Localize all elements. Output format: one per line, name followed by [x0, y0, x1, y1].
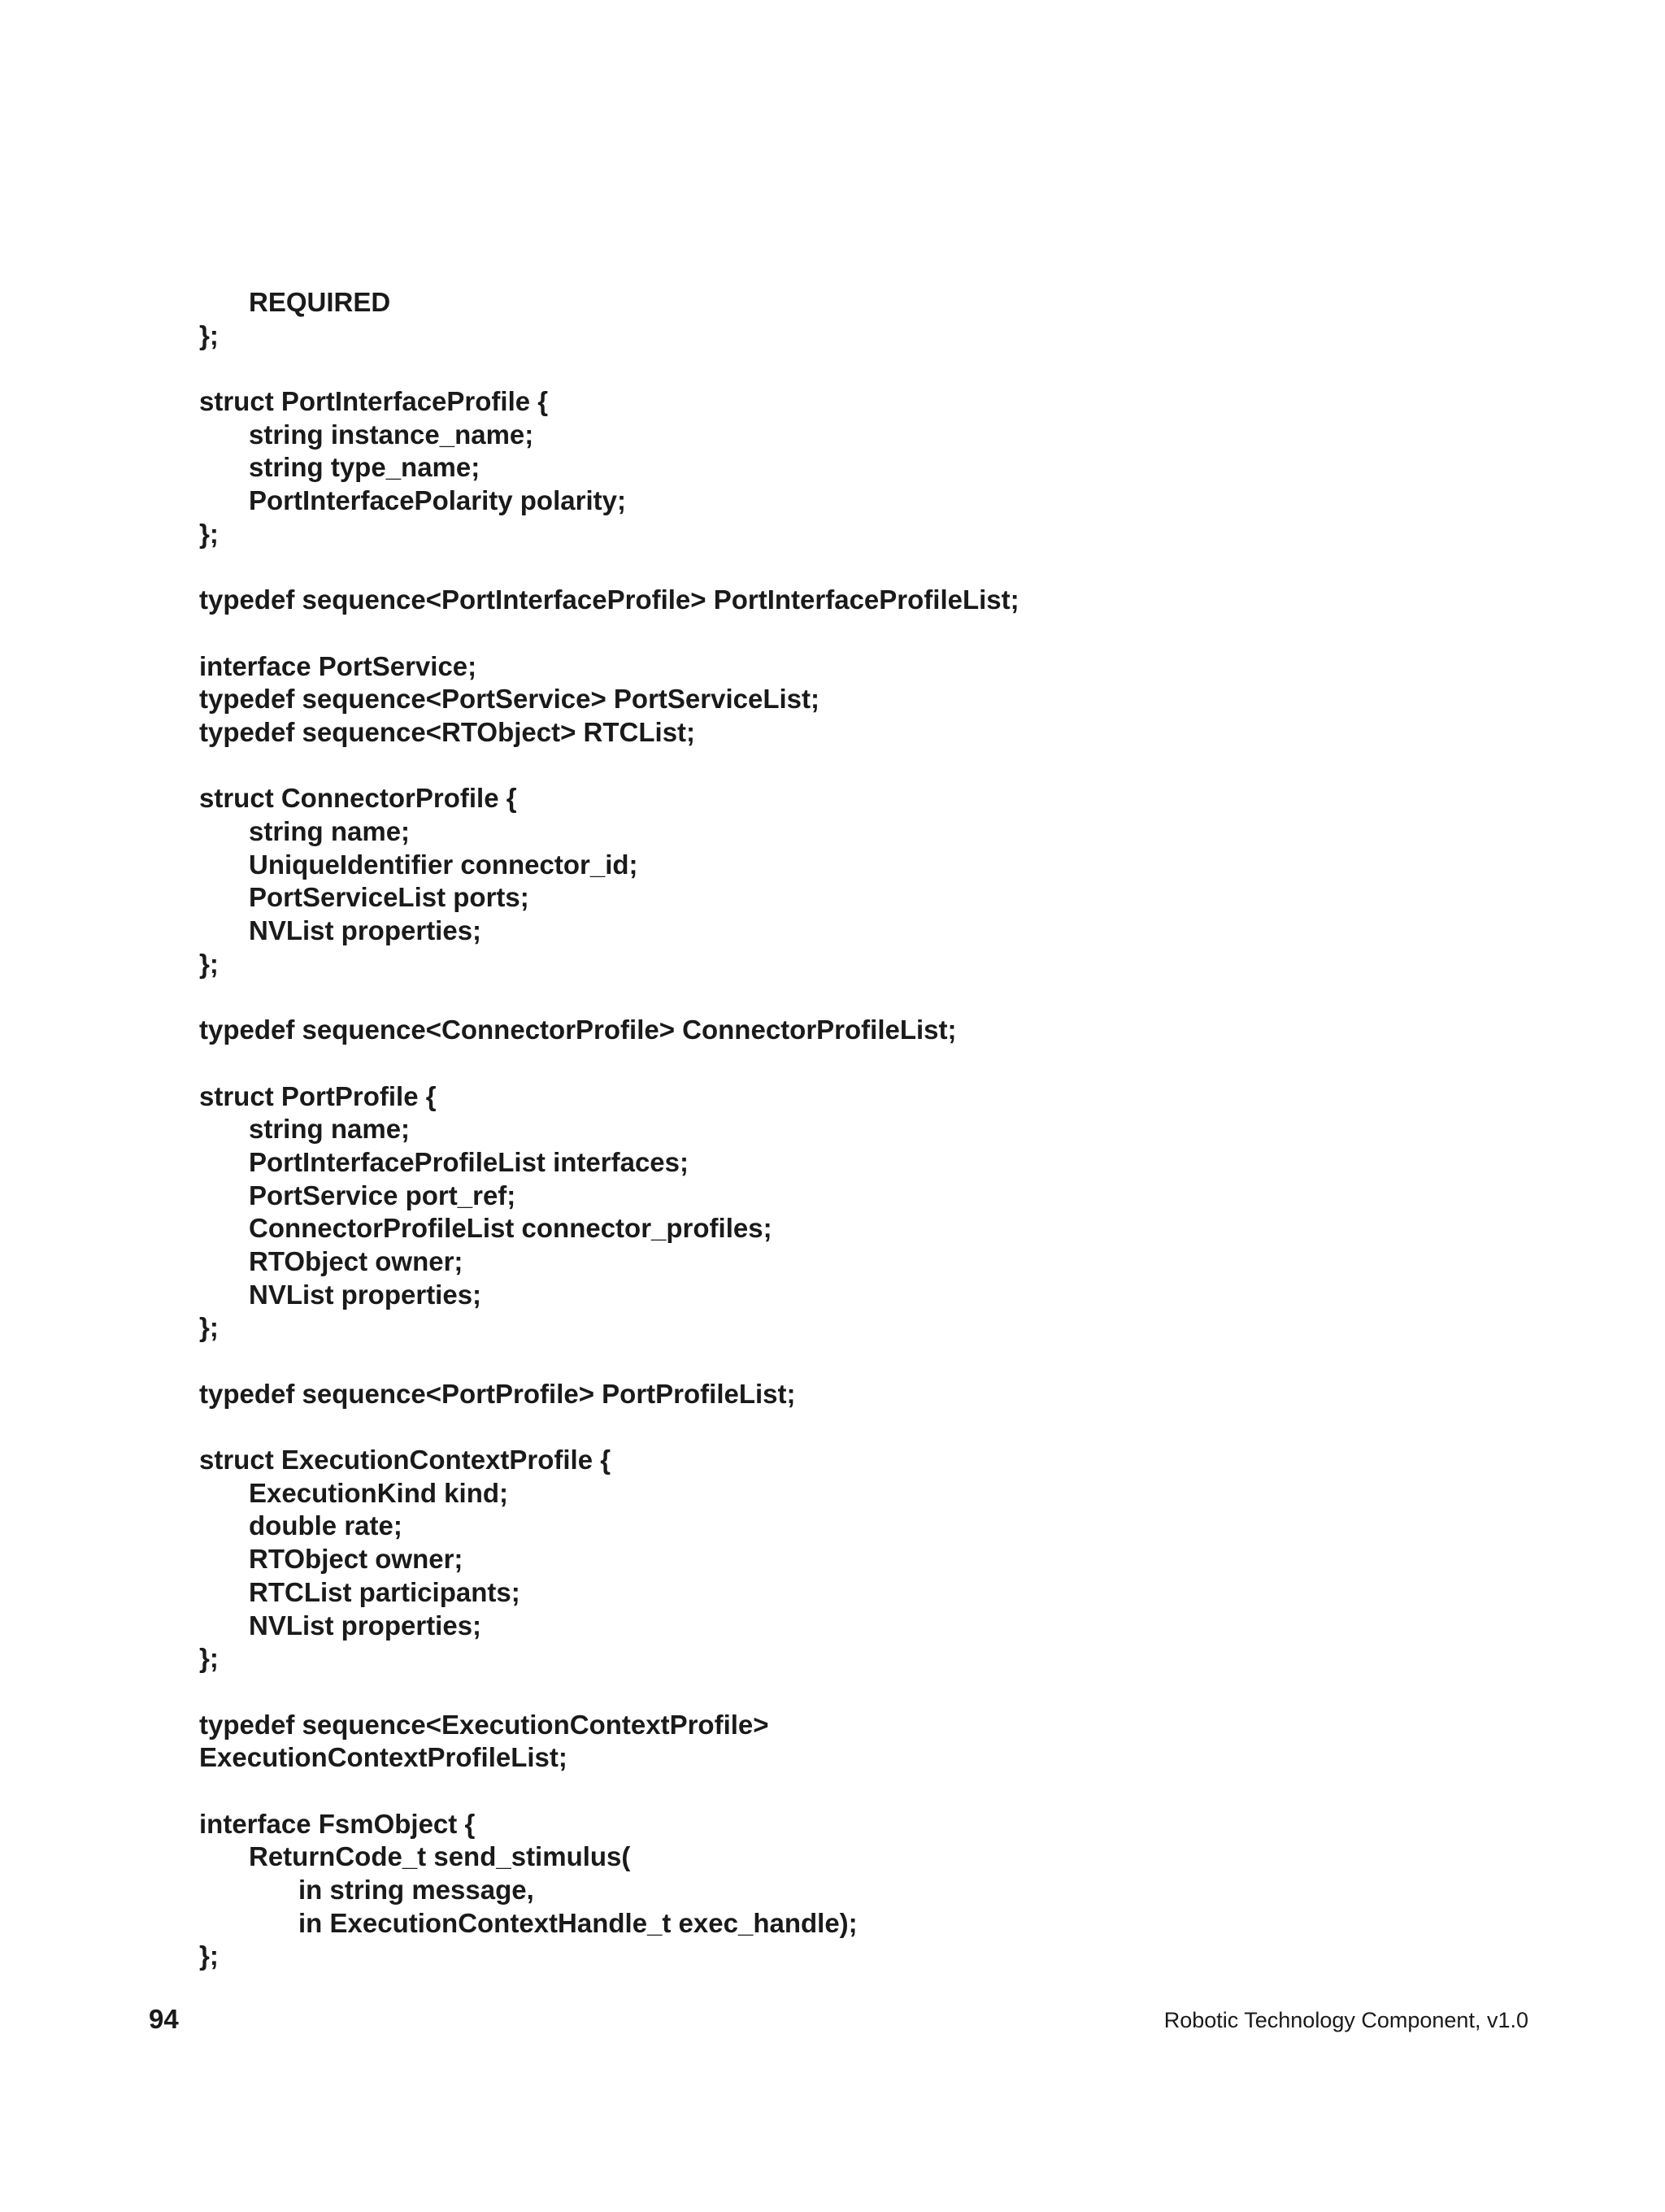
code-line: struct PortInterfaceProfile { — [199, 386, 549, 417]
code-line: UniqueIdentifier connector_id; — [249, 849, 638, 880]
code-line: RTObject owner; — [249, 1544, 463, 1575]
code-line: REQUIRED — [249, 287, 391, 317]
code-line: in ExecutionContextHandle_t exec_handle); — [298, 1907, 858, 1938]
code-line: NVList properties; — [249, 1610, 482, 1641]
code-line: string type_name; — [249, 452, 480, 483]
code-line: ExecutionContextProfileList; — [199, 1742, 567, 1773]
code-line: }; — [199, 518, 219, 549]
idl-code-block — [199, 286, 1581, 1973]
code-line: }; — [199, 948, 219, 979]
code-line: RTCList participants; — [249, 1576, 520, 1607]
code-line: }; — [199, 1940, 219, 1971]
blank-line — [199, 750, 1581, 783]
code-line: }; — [199, 1312, 219, 1343]
code-line: in string message, — [298, 1875, 534, 1905]
code-line: typedef sequence<PortProfile> PortProfileList; — [199, 1378, 796, 1409]
code-line: typedef sequence<RTObject> RTCList; — [199, 716, 696, 747]
code-line: string instance_name; — [249, 419, 534, 450]
code-line: interface FsmObject { — [199, 1808, 476, 1839]
code-line: NVList properties; — [249, 1279, 482, 1310]
code-line: typedef sequence<PortService> PortServiceList; — [199, 684, 819, 715]
code-line: string name; — [249, 1114, 411, 1145]
blank-line — [199, 1410, 1581, 1444]
code-line: ReturnCode_t send_stimulus( — [249, 1841, 631, 1872]
blank-line — [199, 1345, 1581, 1378]
blank-line — [199, 551, 1581, 585]
code-line: }; — [199, 1643, 219, 1674]
code-line: typedef sequence<ExecutionContextProfile> — [199, 1709, 769, 1740]
code-line: typedef sequence<ConnectorProfile> ConnectorProfileList; — [199, 1015, 957, 1045]
document-title-footer: Robotic Technology Component, v1.0 — [1163, 2008, 1528, 2032]
blank-line — [199, 1775, 1581, 1808]
page-number: 94 — [149, 2004, 179, 2034]
blank-line — [199, 617, 1581, 650]
code-line: PortService port_ref; — [249, 1180, 516, 1210]
code-line: double rate; — [249, 1510, 402, 1541]
code-line: PortInterfacePolarity polarity; — [249, 485, 626, 516]
blank-line — [199, 1675, 1581, 1709]
code-line: PortServiceList ports; — [249, 882, 529, 913]
code-line: NVList properties; — [249, 915, 482, 946]
blank-line — [199, 352, 1581, 385]
code-line: }; — [199, 319, 219, 350]
code-line: string name; — [249, 816, 411, 846]
code-line: PortInterfaceProfileList interfaces; — [249, 1146, 689, 1177]
code-line: RTObject owner; — [249, 1245, 463, 1276]
code-line: typedef sequence<PortInterfaceProfile> PortInterfaceProfileList; — [199, 585, 1019, 615]
code-line: ConnectorProfileList connector_profiles; — [249, 1213, 772, 1244]
code-line: struct PortProfile { — [199, 1080, 437, 1111]
code-line: ExecutionKind kind; — [249, 1477, 509, 1508]
code-line: struct ConnectorProfile { — [199, 783, 517, 814]
code-line: interface PortService; — [199, 650, 477, 681]
blank-line — [199, 980, 1581, 1014]
code-line: struct ExecutionContextProfile { — [199, 1445, 611, 1475]
blank-line — [199, 1047, 1581, 1080]
